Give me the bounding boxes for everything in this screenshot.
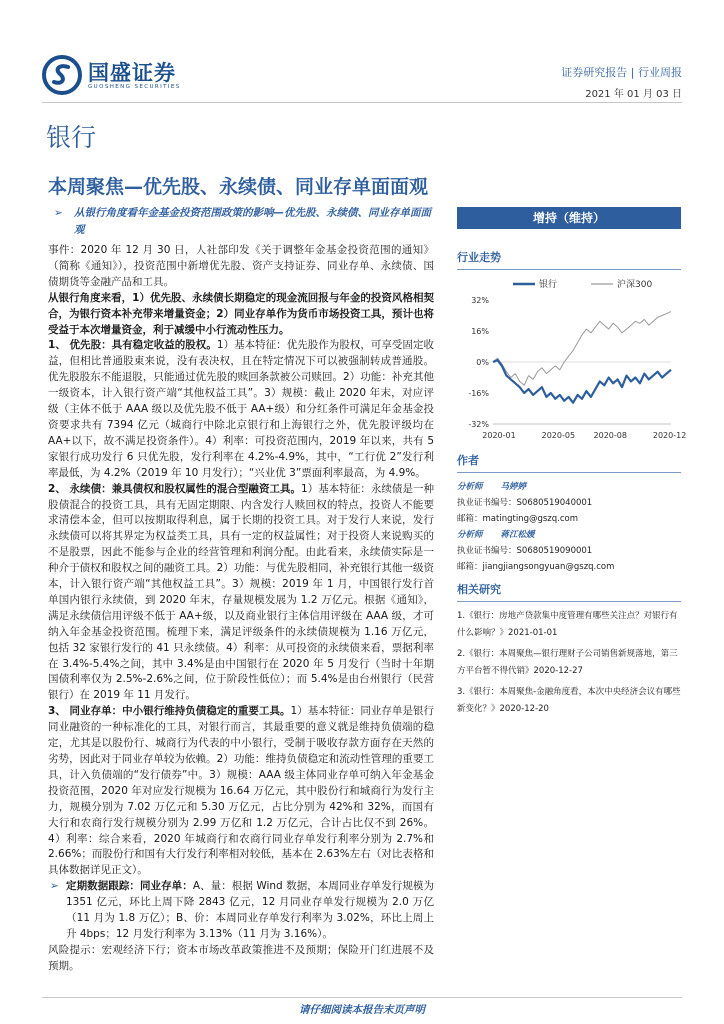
x-tick-label: 2020-01 (482, 431, 516, 440)
related-list (457, 608, 681, 718)
author-1-cert: S0680519040001 (516, 498, 593, 508)
sidebar (457, 205, 687, 722)
paragraph-bank-view: 从银行角度来看，1）优先股、永续债长期稳定的现金流回报与年金的投资风格相契合，为银行资本补充带来增量资金；2）同业存单作为货币市场投资工具，预计也将受益于本次增量资金，利于减缓中小行流动性压力。 (48, 291, 434, 336)
related-item[interactable]: 1.《银行：房地产贷款集中度管理有哪些关注点？对银行有什么影响？》2021-01-01 (457, 611, 678, 638)
company-logo (42, 55, 202, 95)
x-tick-label: 2020-05 (541, 431, 576, 440)
header-divider (42, 102, 682, 103)
paragraph-risk: 风险提示：宏观经济下行；资本市场改革政策推进不及预期；保险开门红进展不及预期。 (48, 943, 434, 972)
brand-name: 国盛证券 (88, 61, 176, 85)
summary-heading: ➢ 从银行角度看年金基金投资范围政策的影响—优先股、永续债、同业存单面面观 (54, 207, 431, 236)
author-2-cert: S0680519090001 (516, 546, 593, 556)
rating-badge: 增持（维持） (457, 207, 681, 229)
logo-mark-icon (42, 55, 82, 95)
authors-title: 作者 (457, 452, 681, 473)
paragraph-data-tracking: ➢ 定期数据跟踪：同业存单：A、量：根据 Wind 数据，本周同业存单发行规模为 1351 亿元，环比上周下降 2843 亿元，12 月同业存单发行规模为 2.0 万亿（11 月为 1.8 万亿）；B、价：本周同业存单发行利率为 3.02%，环比上周上升 4bps；12 月发行利率为 3.13%（11 月为 3.16%）。 (50, 880, 435, 940)
legend-label: 沪深300 (617, 280, 653, 290)
x-tick-label: 2020-12 (652, 431, 687, 440)
y-tick-label: -32% (468, 420, 489, 429)
paragraph-preferred-stock: 1、 优先股：具有稳定收益的股权。1）基本特征：优先股作为股权，可享受固定收益，但相比普通股東来说，没有表决权，且在特定情况下可以被强制转成普通股。优先股股东不能退股，只能通过优先股的赎回条款被公司赎回。2）功能：补充其他一级资本，计入银行资产端“其他权益工具”。3）规模：截止 2020 年末，对应评级（主体不低于 AAA 级以及优先股不低于 AA+级）和分红条件可满足年金基金投资要求共有 7394 亿元（城商行中除北京银行和上海银行之外，优先股评级均在 AA+以下，故不满足投资条件）。4）利率：可投资范围内，2019 年以来，共有 5 家银行成功发行 6 只优先股，发行利率在 4.2%-4.9%，其中，“工行优 2”发行利率最低，为 4.2%（2019 年 10 月发行）；“兴业优 3”票面利率最高，为 4.9%。 (48, 339, 434, 479)
main-column (48, 205, 434, 975)
related-item[interactable]: 3.《银行：本周聚焦-金融角度看，本次中央经济会议有哪些新变化？》2020-12-20 (457, 687, 681, 714)
page-title: 本周聚焦—优先股、永续债、同业存单面面观 (48, 176, 429, 198)
author-1-email[interactable]: matingting@gszq.com (482, 514, 578, 524)
arrow-bullet-icon: ➢ (54, 207, 63, 219)
report-date: 2021 年 01 月 03 日 (585, 89, 682, 100)
author-1: 分析师 马婷婷 (457, 482, 527, 492)
y-tick-label: 32% (471, 296, 489, 305)
footer-divider (42, 997, 682, 998)
arrow-bullet-icon: ➢ (50, 880, 59, 893)
industry-label: 银行 (46, 123, 97, 152)
trend-chart-svg (457, 272, 687, 442)
paragraph-ncd: 3、 同业存单：中小银行维持负债稳定的重要工具。1）基本特征：同业存单是银行同业融资的一种标准化的工具，对银行而言，其最重要的意义就是维持负债端的稳定，尤其是以股份行、城商行为代表的中小银行，受制于吸收存款方面存在天然的劣势，因此对于同业存单较为依赖。2）功能：维持负债稳定和流动性管理的重要工具，计入负债端的“发行债券”中。3）规模：AAA 级主体同业存单可纳入年金基金投资范围，2020 年对应发行规模为 16.64 万亿元，其中股份行和城商行为发行主力，规模分别为 7.02 万亿元和 5.30 万亿元，占比分别为 42%和 32%，而国有大行和农商行发行规模分别为 2.99 万亿和 1.2 万亿元，合计占比仅不到 26%。4）利率：综合来看，2020 年城商行和农商行同业存单发行利率分别为 2.7%和 2.66%；而股份行和国有大行发行利率相对较低，基本在 2.63%左右（对比表格和具体数据详见正文）。 (48, 705, 434, 877)
trend-title: 行业走势 (457, 249, 681, 270)
paragraph-perpetual-bond: 2、 永续债：兼具债权和股权属性的混合型融资工具。1）基本特征：永续债是一种股债混合的投资工具，具有无固定期限、内含发行人赎回权的特点，投资人不能要求清偿本金，但可以按期取得利息，属于长期的投资工具。对于发行人来说，发行永续债可以将其界定为权益类工具，具有一定的权益属性；对于投资人来说购买的不是股票，因此不能参与企业的经营管理和利润分配。由此看来，永续债实际是一种介于债权和股权之间的融资工具。2）功能：与优先股相同，补充银行其他一级资本，计入银行资产端“其他权益工具”。3）规模：2019 年 1 月，中国银行发行首单国内银行永续债，到 2020 年末，存量规模发展为 1.2 万亿元。根据《通知》，满足永续债信用评级不低于 AA+级，以及商业银行主体信用评级在 AAA 级，才可纳入年金基金投资范围。梳理下来，满足评级条件的永续债规模为 1.16 万亿元，包括 32 家银行发行的 41 只永续债。4）利率：从可投资的永续债来看，票据利率在 3.4%-5.4%之间，其中 3.4%是由中国银行在 2020 年 5 月发行（当时十年期国债利率仅为 2.5%-2.6%之间，位于阶段性低位）；而 5.4%是由台州银行（民营银行）在 2019 年 11 月发行。 (48, 482, 434, 702)
author-2: 分析师 蒋江松媛 (457, 530, 535, 540)
report-type: 证券研究报告 | 行业周报 (561, 66, 682, 79)
related-title: 相关研究 (457, 581, 681, 602)
brand-name-en: GUOSHENG SECURITIES (88, 84, 181, 90)
author-2-email[interactable]: jiangjiangsongyuan@gszq.com (482, 562, 615, 572)
y-tick-label: 16% (471, 327, 489, 336)
x-tick-label: 2020-08 (593, 431, 627, 440)
y-tick-label: -16% (468, 389, 489, 398)
paragraph-event: 事件：2020 年 12 月 30 日，人社部印发《关于调整年金基金投资范围的通知》（简称《通知》），投资范围中新增优先股、资产支持证券、同业存单、永续债、国债期货等金融产品和工具。 (48, 244, 434, 288)
report-body (48, 243, 434, 975)
legend-label: 银行 (539, 280, 558, 290)
y-tick-label: 0% (476, 358, 489, 367)
trend-chart (457, 272, 687, 442)
footer-disclaimer: 请仔细阅读本报告末页声明 (299, 1004, 425, 1016)
related-item[interactable]: 2.《银行：本周聚焦—银行理财子公司销售新规落地，第三方平台暂不得代销》2020-12-27 (457, 649, 678, 676)
author-block: 分析师 马婷婷 执业证书编号：S0680519040001 邮箱：matingting@gszq.com 分析师 蒋江松媛 执业证书编号：S0680519090001 邮箱：jiangjiangsongyuan@gszq.com (457, 479, 681, 575)
